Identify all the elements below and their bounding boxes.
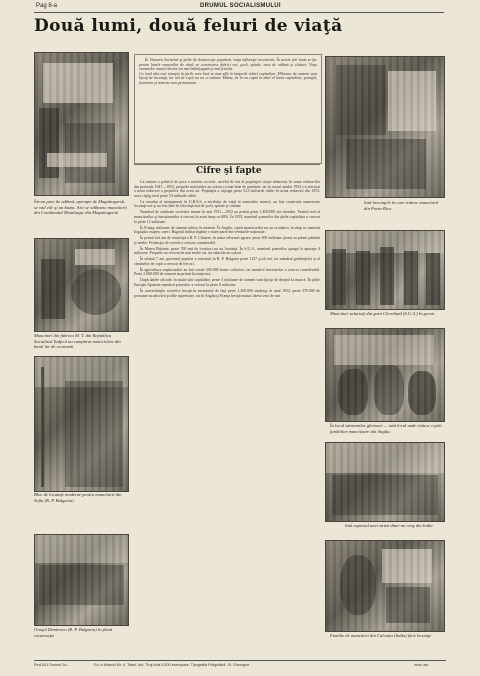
footer-rule — [34, 660, 446, 661]
caption-park-vilas: Înt-un parc de odihnă, aproape de Magnitogorsk, se văd vile şi un bazin. Aici se odihnesc muncitorii din Combinatul Metalurgic din Magnitogorsk — [34, 199, 127, 216]
page-headline: Două lumi, două feluri de viaţă — [34, 16, 343, 36]
photo-park-vilas — [34, 52, 129, 196]
photo-children-ghetto — [325, 328, 445, 422]
photo-town-construction — [34, 534, 129, 626]
footer-imprint: Ed. a Marelui Kir. II. Tabel. Ant. Tiraj total 5.500 exemplare. Tipografia Poligrafică. Sf. Gheorghe — [94, 663, 250, 667]
caption-motorcycles: Muncitori din fabrica M. T. din Republica Socialistă Tadjică au cumpărat motociclete din banii lor de economii — [34, 333, 121, 350]
article-body — [134, 180, 320, 658]
page-header — [0, 0, 480, 12]
section-subhead: Cifre şi fapte — [196, 166, 262, 176]
body-paragraph: Numărul de sindicate sovietice numai în anii 1951—1952 au primit peste 1.400.000 noi membri. Venitul real al muncitorilor şi funcţionarilor a crescut în acest timp cu 68%. În 1953, numărul şomerilor din ţările capitaliste a crescut la peste 12 milioane. — [134, 210, 320, 224]
caption-apartment-block: Bloc de locuinţe moderne pentru muncitorii din Sofia (R. P. Bulgaria) — [34, 492, 122, 503]
body-paragraph: În ultimii 7 ani, guvernul popular a construit în R. P. Bulgaria peste 1137 şcoli noi, iar numărul grădiniţelor şi al căminelor de copii a crescut de trei ori. — [134, 257, 320, 266]
page-number: Pag 8-a — [36, 3, 58, 9]
caption-india-street: Iată aspectul unei străzi dintr-un oraş din India — [345, 523, 433, 528]
caption-children-ghetto: În locul sărmanilor ghetouri — iată locul unde trăiesc copiii familiilor muncitoare din Anglia. — [330, 423, 442, 434]
photo-calcutta-family — [325, 540, 445, 632]
body-paragraph: Ca urmare a politicii de pace a statului sovietic, nivelul de trai al populaţiei creşte neîncetat. În urma reducerilor din perioada 1947—1952, preţurile mărfurilor au scăzut cu mai bine de jumătate, iar în cursul anului 1954 s-a efectuat o nouă reducere a preţurilor din acest an. Populaţia a câştigat peste 52,5 miliarde ruble; în urma reducerii din 1953, avea câştig total peste 53 miliarde ruble. — [134, 180, 320, 198]
intro-text: În Uniunea Sovietică şi ţările de democraţie populară, viaţa infloreşte necontenit. În aceste ţări toate se fac pentru binele oamenilor de rând, se construiesc fabrici noi, şcoli, spitale, case de odihnă şi cluburi. Viaţa oamenilor muncii devine tot mai îmbelşugată şi mai fericită. Cu totul alta este situaţia în ţările care încă se mai află în lanţurile robiei capitaliste. Milioane de oameni sunt lipsiţi de locuinţă, iar mii de copii nu au ce mânca. Mâine, de la un capăt la altul al lumii capitaliste, şomajul, foametea şi mizeria sunt permanente. — [139, 58, 317, 85]
body-paragraph: În Marea Britanie, peste 700 mii de locuitori nu au locuinţă. În S.U.A., numărul şomerilor ajunge la aproape 4 milioane. Preţurile au crescut de mai multe ori, iar salariile au scăzut. — [134, 246, 320, 256]
photo-motorcycles — [34, 238, 129, 332]
photo-strikers — [325, 230, 445, 310]
caption-calcutta-family: Familie de muncitori din Calcutta (India) fără locuinţe — [330, 633, 432, 638]
body-paragraph: Ca rezultat al transpunerii în U.R.S.S. a nivelului de viaţă al oamenilor muncii, au fost construite numeroase locuinţe noi şi au fost date în folosinţă mii de şcoli, spitale şi cămine. — [134, 199, 320, 209]
caption-town-construction: Oraşul Dimitrovo (R. P. Bulgaria) în plină construcţie — [34, 627, 113, 638]
caption-porto-rico-housing: Iată locuinţele în care trăiesc muncitorii din Porto-Rico — [364, 200, 439, 211]
body-paragraph: În universităţile sovietice învaţă în momentul de faţă peste 1.400.000 studenţi, în anul 1952, peste 370.000 de persoane au absolvit şcolile superioare, iar în Anglia şi Franţa învaţă numai câteva zeci de mii. — [134, 288, 320, 298]
intro-box — [134, 54, 322, 164]
photo-porto-rico-housing — [325, 56, 445, 198]
body-paragraph: În Franţa, milioane de oameni trăiesc în mizerie. În Anglia, copiii muncitorilor nu au ce mânca, în timp ce oamenii bogaţilor risipesc averi. Bugetul militar înghite o mare parte din veniturile naţionale. — [134, 225, 320, 235]
photo-apartment-block — [34, 356, 129, 492]
photo-india-street — [325, 442, 445, 522]
subhead-rule-top — [134, 164, 320, 165]
body-paragraph: După datele oficiale, în multe ţări capitaliste, peste 5 milioane de oameni sunt lipsiţi de dreptul la muncă. În ţările Europei Apusene numărul şomerilor a crescut la peste 8 milioane. — [134, 278, 320, 287]
caption-strikers: Muncitori salariaţi din gara Cleveland (S.U.A.) în grevă. — [330, 311, 436, 316]
body-paragraph: În agricultura surplusurilor au fost create 300.000 ferme colective, iar numărul tractoarelor a crescut considerabil. Peste 2.000.000 de oameni au primit locuinţe noi. — [134, 267, 320, 277]
header-rule — [34, 12, 444, 13]
body-paragraph: În primii trei ani de existenţă a R. P. Chineze, în urma reformei agrare, peste 300 milioane ţărani au primit pământ şi unelte. Producţia de cereale a crescut considerabil. — [134, 236, 320, 245]
footer-left: Red-001 Drumul So... — [34, 663, 70, 667]
footer-right: Imun ast — [414, 663, 429, 667]
publication-name: DRUMUL SOCIALISMULUI — [200, 3, 281, 9]
